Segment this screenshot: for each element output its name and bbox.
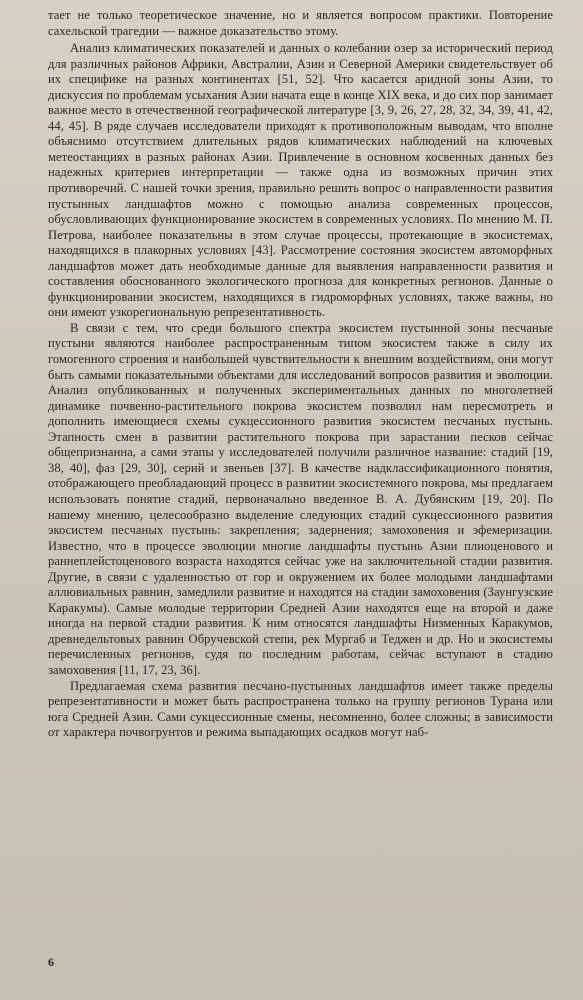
paragraph-continuation: тает не только теоретическое значение, но и является вопросом практики. Повторение сахельской трагедии — важное доказательство этому.: [48, 8, 553, 38]
paragraph-proposed-scheme: Предлагаемая схема развития песчано-пустынных ландшафтов имеет также пределы репрезентативности и может быть распространена только на группу регионов Турана или юга Средней Азии. Сами сукцессионные смены, несомненно, более сложны; в зависимости от характера почвогрунтов и режима выпадающих осадков могут наб-: [48, 678, 553, 740]
paragraph-sandy-desert-ecosystems: В связи с тем, что среди большого спектра экосистем пустынной зоны песчаные пустыни являются наиболее распространенным типом экосистем также в силу их гомогенного строения и наибольшей чувствительности к внешним воздействиям, они могут быть самыми показательными объектами для исследований вопросов развития и эволюции. Анализ опубликованных и полученных экспериментальных данных по многолетней динамике почвенно-растительного покрова экосистем позволил нам пересмотреть и дополнить имеющиеся схемы сукцессионного развития экосистем песчаных пустынь. Этапность смен в развитии растительного покрова при зарастании песков сейчас общепризнанна, а сами этапы у исследователей получили различное название: стадий [19, 38, 40], фаз [29, 30], серий и звеньев [37]. В качестве надклассификационного понятия, отображающего преобладающий процесс в развитии экосистемного покрова, мы предлагаем использовать понятие стадий, первоначально введенное В. А. Дубянским [19, 20]. По нашему мнению, целесообразно выделение следующих стадий сукцессионного развития экосистем песчаных пустынь: закрепления; задернения; замоховения и эфемеризации. Известно, что в процессе эволюции многие ландшафты пустынь Азии плиоценового и раннеплейстоценового возраста находятся сейчас уже на заключительной стадии развития. Другие, в связи с удаленностью от гор и окружением их более молодыми ландшафтами аллювиальных равнин, замедлили развитие и находятся на стадии замоховения (Заунгузские Каракумы). Самые молодые территории Средней Азии находятся еще на второй и даже иногда на первой стадии развития. К ним относятся ландшафты Низменных Каракумов, древнедельтовых равнин Обручевской степи, рек Мургаб и Теджен и др. Но и экосистемы перечисленных регионов, судя по последним работам, сейчас вступают в стадию замоховения [11, 17, 23, 36].: [48, 320, 553, 677]
page-number: 6: [48, 955, 54, 969]
paragraph-climate-analysis: Анализ климатических показателей и данных о колебании озер за исторический период для различных районов Африки, Австралии, Азии и Северной Америки свидетельствует об их специфике на разных континентах [51, 52]. Что касается аридной зоны Азии, то дискуссия по проблемам усыхания Азии начата еще в конце XIX века, и до сих пор занимает важное место в отечественной географической литературе [3, 9, 26, 27, 28, 32, 34, 39, 41, 42, 44, 45]. В ряде случаев исследователи приходят к противоположным выводам, что вполне объяснимо отсутствием длительных рядов климатических наблюдений на ключевых метеостанциях в разных районах Азии. Привлечение в основном косвенных данных без надежных критериев интерпретации — также одна из возможных причин этих противоречий. С нашей точки зрения, правильно решить вопрос о направленности развития пустынных ландшафтов можно с помощью анализа современных процессов, обусловливающих функционирование экосистем в современных условиях. По мнению М. П. Петрова, наиболее показательны в этом случае процессы, протекающие в экосистемах, находящихся в плакорных условиях [43]. Рассмотрение состояния экосистем автоморфных ландшафтов может дать необходимые данные для выявления направленности развития и составления обоснованного экологического прогноза для конкретных регионов. Данные о функционировании экосистем, находящихся в гидроморфных условиях, также важны, но они имеют узкорегиональную репрезентативность.: [48, 41, 553, 320]
